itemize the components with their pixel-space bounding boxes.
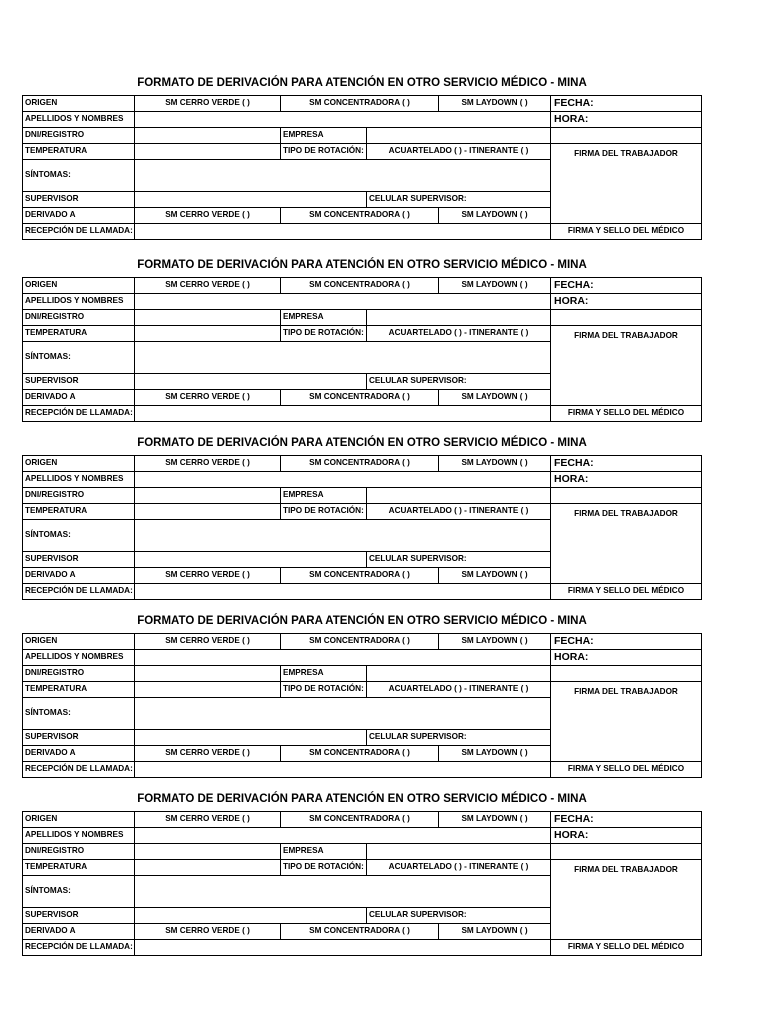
supervisor-label: SUPERVISOR <box>22 374 135 390</box>
apellidos-input[interactable] <box>135 294 551 310</box>
recepcion-input[interactable] <box>135 940 551 956</box>
celular-supervisor-field[interactable]: CELULAR SUPERVISOR: <box>367 552 551 568</box>
derivado-label: DERIVADO A <box>22 208 135 224</box>
celular-supervisor-field[interactable]: CELULAR SUPERVISOR: <box>367 374 551 390</box>
derivado-option-laydown[interactable]: SM LAYDOWN ( ) <box>439 924 551 940</box>
derivado-option-laydown[interactable]: SM LAYDOWN ( ) <box>439 746 551 762</box>
form-grid <box>22 455 702 601</box>
derivado-label: DERIVADO A <box>22 746 135 762</box>
hora-field[interactable]: HORA: <box>551 650 702 666</box>
supervisor-label: SUPERVISOR <box>22 730 135 746</box>
sintomas-label: SÍNTOMAS: <box>22 698 135 730</box>
origen-option-laydown[interactable]: SM LAYDOWN ( ) <box>439 455 551 472</box>
hora-field[interactable]: HORA: <box>551 112 702 128</box>
rotacion-options[interactable]: ACUARTELADO ( ) - ITINERANTE ( ) <box>367 326 551 342</box>
empresa-label: EMPRESA <box>281 666 367 682</box>
form-title: FORMATO DE DERIVACIÓN PARA ATENCIÓN EN OTRO SERVICIO MÉDICO - MINA <box>137 77 587 89</box>
tipo-rotacion-label: TIPO DE ROTACIÓN: <box>281 682 367 698</box>
derivado-option-laydown[interactable]: SM LAYDOWN ( ) <box>439 208 551 224</box>
temperatura-label: TEMPERATURA <box>22 682 135 698</box>
origen-label: ORIGEN <box>22 277 135 294</box>
blank-right-cell <box>551 310 702 326</box>
fecha-field[interactable]: FECHA: <box>551 455 702 472</box>
fecha-field[interactable]: FECHA: <box>551 633 702 650</box>
temperatura-label: TEMPERATURA <box>22 860 135 876</box>
derivado-option-cerro-verde[interactable]: SM CERRO VERDE ( ) <box>135 208 281 224</box>
origen-option-concentradora[interactable]: SM CONCENTRADORA ( ) <box>281 277 439 294</box>
recepcion-input[interactable] <box>135 224 551 240</box>
recepcion-label: RECEPCIÓN DE LLAMADA: <box>22 762 135 778</box>
derivado-option-concentradora[interactable]: SM CONCENTRADORA ( ) <box>281 390 439 406</box>
apellidos-input[interactable] <box>135 112 551 128</box>
dni-label: DNI/REGISTRO <box>22 666 135 682</box>
firma-medico-box[interactable]: FIRMA Y SELLO DEL MÉDICO <box>551 940 702 956</box>
origen-option-laydown[interactable]: SM LAYDOWN ( ) <box>439 95 551 112</box>
tipo-rotacion-label: TIPO DE ROTACIÓN: <box>281 504 367 520</box>
sintomas-label: SÍNTOMAS: <box>22 342 135 374</box>
form-title: FORMATO DE DERIVACIÓN PARA ATENCIÓN EN OTRO SERVICIO MÉDICO - MINA <box>137 259 587 271</box>
derivado-option-laydown[interactable]: SM LAYDOWN ( ) <box>439 568 551 584</box>
sintomas-input[interactable] <box>135 160 551 192</box>
empresa-label: EMPRESA <box>281 128 367 144</box>
apellidos-input[interactable] <box>135 472 551 488</box>
sintomas-input[interactable] <box>135 342 551 374</box>
apellidos-label: APELLIDOS Y NOMBRES <box>22 112 135 128</box>
firma-medico-box[interactable]: FIRMA Y SELLO DEL MÉDICO <box>551 584 702 600</box>
firma-trabajador-box[interactable]: FIRMA DEL TRABAJADOR <box>551 682 702 762</box>
form-grid <box>22 811 702 957</box>
firma-trabajador-box[interactable]: FIRMA DEL TRABAJADOR <box>551 504 702 584</box>
dni-label: DNI/REGISTRO <box>22 128 135 144</box>
apellidos-label: APELLIDOS Y NOMBRES <box>22 650 135 666</box>
dni-input[interactable] <box>135 666 281 682</box>
derivado-option-concentradora[interactable]: SM CONCENTRADORA ( ) <box>281 924 439 940</box>
blank-right-cell <box>551 488 702 504</box>
dni-label: DNI/REGISTRO <box>22 310 135 326</box>
blank-right-cell <box>551 128 702 144</box>
apellidos-input[interactable] <box>135 650 551 666</box>
derivado-label: DERIVADO A <box>22 568 135 584</box>
dni-input[interactable] <box>135 128 281 144</box>
origen-label: ORIGEN <box>22 811 135 828</box>
temperatura-input[interactable] <box>135 144 281 160</box>
referral-form-5 <box>22 791 702 961</box>
dni-label: DNI/REGISTRO <box>22 488 135 504</box>
origen-option-concentradora[interactable]: SM CONCENTRADORA ( ) <box>281 455 439 472</box>
firma-trabajador-box[interactable]: FIRMA DEL TRABAJADOR <box>551 860 702 940</box>
blank-right-cell <box>551 666 702 682</box>
derivado-option-concentradora[interactable]: SM CONCENTRADORA ( ) <box>281 746 439 762</box>
hora-field[interactable]: HORA: <box>551 294 702 310</box>
temperatura-label: TEMPERATURA <box>22 504 135 520</box>
origen-option-cerro-verde[interactable]: SM CERRO VERDE ( ) <box>135 95 281 112</box>
firma-medico-box[interactable]: FIRMA Y SELLO DEL MÉDICO <box>551 406 702 422</box>
origen-option-concentradora[interactable]: SM CONCENTRADORA ( ) <box>281 633 439 650</box>
rotacion-options[interactable]: ACUARTELADO ( ) - ITINERANTE ( ) <box>367 860 551 876</box>
derivado-label: DERIVADO A <box>22 924 135 940</box>
rotacion-options[interactable]: ACUARTELADO ( ) - ITINERANTE ( ) <box>367 504 551 520</box>
derivado-option-cerro-verde[interactable]: SM CERRO VERDE ( ) <box>135 390 281 406</box>
origen-option-laydown[interactable]: SM LAYDOWN ( ) <box>439 633 551 650</box>
derivado-option-concentradora[interactable]: SM CONCENTRADORA ( ) <box>281 568 439 584</box>
derivado-option-concentradora[interactable]: SM CONCENTRADORA ( ) <box>281 208 439 224</box>
rotacion-options[interactable]: ACUARTELADO ( ) - ITINERANTE ( ) <box>367 682 551 698</box>
hora-field[interactable]: HORA: <box>551 828 702 844</box>
derivado-label: DERIVADO A <box>22 390 135 406</box>
form-grid <box>22 95 702 241</box>
hora-field[interactable]: HORA: <box>551 472 702 488</box>
tipo-rotacion-label: TIPO DE ROTACIÓN: <box>281 326 367 342</box>
celular-supervisor-field[interactable]: CELULAR SUPERVISOR: <box>367 730 551 746</box>
origen-option-laydown[interactable]: SM LAYDOWN ( ) <box>439 277 551 294</box>
origen-option-cerro-verde[interactable]: SM CERRO VERDE ( ) <box>135 277 281 294</box>
fecha-field[interactable]: FECHA: <box>551 277 702 294</box>
supervisor-input[interactable] <box>135 730 367 746</box>
apellidos-label: APELLIDOS Y NOMBRES <box>22 828 135 844</box>
origen-option-laydown[interactable]: SM LAYDOWN ( ) <box>439 811 551 828</box>
temperatura-input[interactable] <box>135 860 281 876</box>
recepcion-input[interactable] <box>135 406 551 422</box>
firma-trabajador-box[interactable]: FIRMA DEL TRABAJADOR <box>551 144 702 224</box>
firma-medico-box[interactable]: FIRMA Y SELLO DEL MÉDICO <box>551 762 702 778</box>
sintomas-label: SÍNTOMAS: <box>22 160 135 192</box>
empresa-label: EMPRESA <box>281 310 367 326</box>
sintomas-label: SÍNTOMAS: <box>22 520 135 552</box>
derivado-option-cerro-verde[interactable]: SM CERRO VERDE ( ) <box>135 568 281 584</box>
firma-medico-box[interactable]: FIRMA Y SELLO DEL MÉDICO <box>551 224 702 240</box>
apellidos-label: APELLIDOS Y NOMBRES <box>22 294 135 310</box>
temperatura-input[interactable] <box>135 504 281 520</box>
fecha-field[interactable]: FECHA: <box>551 811 702 828</box>
dni-label: DNI/REGISTRO <box>22 844 135 860</box>
supervisor-input[interactable] <box>135 374 367 390</box>
form-title: FORMATO DE DERIVACIÓN PARA ATENCIÓN EN OTRO SERVICIO MÉDICO - MINA <box>137 437 587 449</box>
referral-form-3 <box>22 435 702 605</box>
empresa-input[interactable] <box>367 844 551 860</box>
origen-option-cerro-verde[interactable]: SM CERRO VERDE ( ) <box>135 633 281 650</box>
derivado-option-cerro-verde[interactable]: SM CERRO VERDE ( ) <box>135 746 281 762</box>
empresa-input[interactable] <box>367 488 551 504</box>
origen-label: ORIGEN <box>22 95 135 112</box>
firma-trabajador-box[interactable]: FIRMA DEL TRABAJADOR <box>551 326 702 406</box>
fecha-field[interactable]: FECHA: <box>551 95 702 112</box>
apellidos-input[interactable] <box>135 828 551 844</box>
form-grid <box>22 633 702 779</box>
empresa-input[interactable] <box>367 666 551 682</box>
supervisor-input[interactable] <box>135 552 367 568</box>
tipo-rotacion-label: TIPO DE ROTACIÓN: <box>281 144 367 160</box>
referral-form-2 <box>22 257 702 427</box>
recepcion-label: RECEPCIÓN DE LLAMADA: <box>22 940 135 956</box>
supervisor-input[interactable] <box>135 908 367 924</box>
form-title: FORMATO DE DERIVACIÓN PARA ATENCIÓN EN OTRO SERVICIO MÉDICO - MINA <box>137 793 587 805</box>
supervisor-label: SUPERVISOR <box>22 908 135 924</box>
form-grid <box>22 277 702 423</box>
blank-right-cell <box>551 844 702 860</box>
recepcion-label: RECEPCIÓN DE LLAMADA: <box>22 224 135 240</box>
tipo-rotacion-label: TIPO DE ROTACIÓN: <box>281 860 367 876</box>
form-title: FORMATO DE DERIVACIÓN PARA ATENCIÓN EN OTRO SERVICIO MÉDICO - MINA <box>137 615 587 627</box>
origen-label: ORIGEN <box>22 633 135 650</box>
recepcion-input[interactable] <box>135 762 551 778</box>
recepcion-label: RECEPCIÓN DE LLAMADA: <box>22 406 135 422</box>
origen-option-cerro-verde[interactable]: SM CERRO VERDE ( ) <box>135 455 281 472</box>
temperatura-input[interactable] <box>135 682 281 698</box>
dni-input[interactable] <box>135 310 281 326</box>
temperatura-label: TEMPERATURA <box>22 326 135 342</box>
dni-input[interactable] <box>135 844 281 860</box>
sintomas-input[interactable] <box>135 520 551 552</box>
derivado-option-cerro-verde[interactable]: SM CERRO VERDE ( ) <box>135 924 281 940</box>
empresa-label: EMPRESA <box>281 844 367 860</box>
temperatura-input[interactable] <box>135 326 281 342</box>
origen-option-concentradora[interactable]: SM CONCENTRADORA ( ) <box>281 95 439 112</box>
derivado-option-laydown[interactable]: SM LAYDOWN ( ) <box>439 390 551 406</box>
temperatura-label: TEMPERATURA <box>22 144 135 160</box>
recepcion-input[interactable] <box>135 584 551 600</box>
referral-form-1 <box>22 75 702 245</box>
empresa-input[interactable] <box>367 128 551 144</box>
empresa-input[interactable] <box>367 310 551 326</box>
apellidos-label: APELLIDOS Y NOMBRES <box>22 472 135 488</box>
celular-supervisor-field[interactable]: CELULAR SUPERVISOR: <box>367 908 551 924</box>
celular-supervisor-field[interactable]: CELULAR SUPERVISOR: <box>367 192 551 208</box>
sintomas-input[interactable] <box>135 698 551 730</box>
sintomas-input[interactable] <box>135 876 551 908</box>
recepcion-label: RECEPCIÓN DE LLAMADA: <box>22 584 135 600</box>
empresa-label: EMPRESA <box>281 488 367 504</box>
supervisor-input[interactable] <box>135 192 367 208</box>
supervisor-label: SUPERVISOR <box>22 552 135 568</box>
referral-form-4 <box>22 613 702 783</box>
origen-option-concentradora[interactable]: SM CONCENTRADORA ( ) <box>281 811 439 828</box>
rotacion-options[interactable]: ACUARTELADO ( ) - ITINERANTE ( ) <box>367 144 551 160</box>
sintomas-label: SÍNTOMAS: <box>22 876 135 908</box>
supervisor-label: SUPERVISOR <box>22 192 135 208</box>
dni-input[interactable] <box>135 488 281 504</box>
origen-label: ORIGEN <box>22 455 135 472</box>
origen-option-cerro-verde[interactable]: SM CERRO VERDE ( ) <box>135 811 281 828</box>
